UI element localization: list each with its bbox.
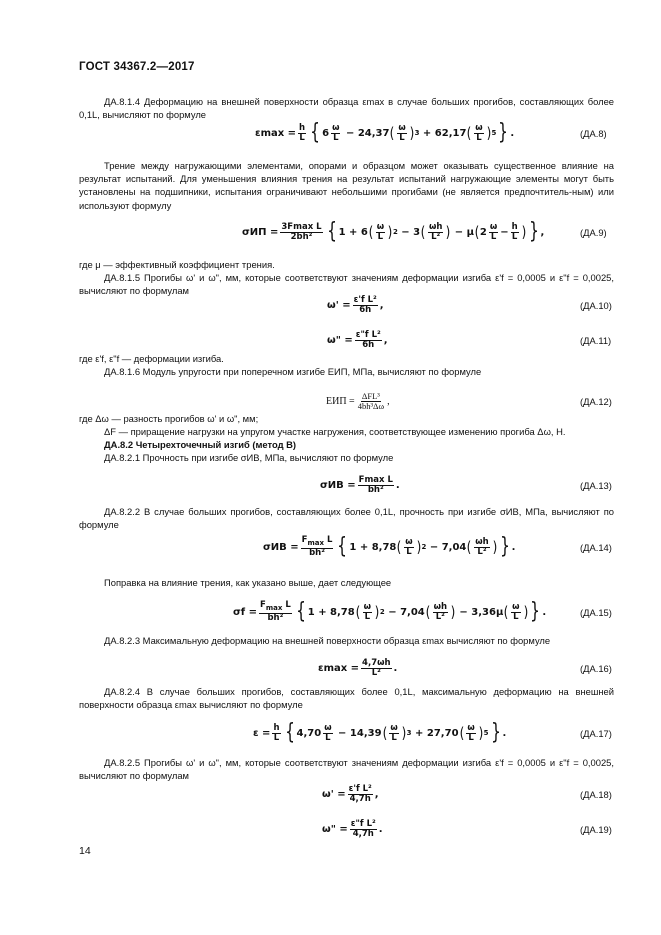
equation-number-da-14: (ДА.14) [580,542,612,553]
equation-da-18: ω' = $\frac{\text{ε'f L²}}{4,7h}$ , [322,783,379,804]
paragraph-delta-f: ΔF — приращение нагрузки на упругом участке нагружения, соответствующее изменению прогиба Δω, Н. [104,426,566,437]
section-heading-da-8-2: ДА.8.2 Четырехточечный изгиб (метод В) [104,439,297,450]
equation-number-da-8: (ДА.8) [580,128,607,139]
equation-number-da-17: (ДА.17) [580,728,612,739]
paragraph-mu: где μ — эффективный коэффициент трения. [79,259,275,270]
equation-da-13: σИВ = $\frac{\text{Fmax L}}{\text{bh²}}$ . [320,474,400,495]
paragraph-friction: Трение между нагружающими элементами, опорами и образцом может оказывать существенное влияние на результат испытаний. Для уменьшения влияния трения на результат испытаний нагружающие элементы могут быть установлены на подшипники, испытания ограничивают небольшими прогибами (не является предпочтитель-ным) или используют формулу [79,160,614,211]
equation-number-da-10: (ДА.10) [580,300,612,311]
equation-da-19: ω" = $\frac{\text{ε"f L²}}{4,7h}$ . [322,818,383,839]
paragraph-da-8-2-5: ДА.8.2.5 Прогибы ω' и ω", мм, которые соответствуют значениям деформации изгиба ε'f = 0,0005 и ε"f = 0,0025, вычисляют по формулам [79,757,614,782]
equation-number-da-16: (ДА.16) [580,663,612,674]
equation-number-da-15: (ДА.15) [580,607,612,618]
paragraph-da-8-1-5: ДА.8.1.5 Прогибы ω' и ω", мм, которые соответствуют значениям деформации изгиба ε'f = 0,0005 и ε"f = 0,0025, вычисляют по формулам [79,272,614,297]
equation-number-da-13: (ДА.13) [580,480,612,491]
equation-da-8: εmax = $\frac{h}{L}$ { 6 $\frac{\omega}{L}$ − 24,37 ( $\frac{\omega}{L}$ ) 3 + 62,17 ( $\frac{\omega}{L}$ ) 5 } . [255,120,515,145]
equation-da-17: ε = $\frac{h}{L}$ { 4,70 $\frac{\omega}{L}$ − 14,39 ( $\frac{\omega}{L}$ ) 3 + 27,70 ( $\frac{\omega}{L}$ ) 5 } . [253,720,507,745]
page-header: ГОСТ 34367.2—2017 [79,61,195,73]
page-number: 14 [79,845,91,857]
paragraph-strains: где ε'f, ε"f — деформации изгиба. [79,353,224,364]
equation-number-da-12: (ДА.12) [580,396,612,407]
equation-da-16: εmax = $\frac{4,7\omega h}{\text{L²}}$ . [318,657,398,678]
equation-number-da-11: (ДА.11) [580,335,612,346]
paragraph-da-8-2-4: ДА.8.2.4 В случае больших прогибов, составляющих более 0,1L, максимальную деформацию на внешней поверхности образца εmax вычисляют по формуле [79,686,614,711]
paragraph-delta-omega: где Δω — разность прогибов ω' и ω", мм; [79,413,259,424]
equation-number-da-19: (ДА.19) [580,824,612,835]
equation-number-da-18: (ДА.18) [580,789,612,800]
equation-number-da-9: (ДА.9) [580,227,607,238]
paragraph-da-8-2-2: ДА.8.2.2 В случае больших прогибов, составляющих более 0,1L, прочность при изгибе σИВ, МПа, вычисляют по формуле [79,506,614,531]
equation-da-9: σИП = $\frac{\text{3Fmax L}}{\text{2bh²}}$ { 1 + 6 ( $\frac{\omega}{L}$ ) 2 − 3 ( $\frac{\omega h}{\text{L²}}$ ) − μ ( 2 $\frac{\omega}{L}$ − $\frac{h}{L}$ ) } , [242,219,545,244]
paragraph-da-8-1-6: ДА.8.1.6 Модуль упругости при поперечном изгибе EИП, МПа, вычисляют по формуле [104,366,482,377]
paragraph-da-8-2-3: ДА.8.2.3 Максимальную деформацию на внешней поверхности образца εmax вычисляют по формуле [104,635,551,646]
equation-da-10: ω' = $\frac{\text{ε'f L²}}{6h}$ , [327,294,384,315]
equation-da-12: EИП = $\frac{\text{ΔFL³}}{\text{4bh³Δω}}$ , [326,390,390,411]
equation-da-14: σИВ = $\frac{F_{max} L}{\text{bh²}}$ { 1 + 8,78 ( $\frac{\omega}{L}$ ) 2 − 7,04 ( $\frac{\omega h}{\text{L²}}$ ) } . [263,534,516,559]
paragraph-friction-correction: Поправка на влияние трения, как указано выше, дает следующее [104,577,392,588]
paragraph-da-8-1-4: ДА.8.1.4 Деформацию на внешней поверхности образца εmax в случае больших прогибов, составляющих более 0,1L, вычисляют по формуле [79,96,614,121]
paragraph-da-8-2-1: ДА.8.2.1 Прочность при изгибе σИВ, МПа, вычисляют по формуле [104,452,394,463]
equation-da-15: σf = $\frac{F_{max} L}{\text{bh²}}$ { 1 + 8,78 ( $\frac{\omega}{L}$ ) 2 − 7,04 ( $\frac{\omega h}{\text{L²}}$ ) − 3,36μ ( $\frac{\omega}{L}$ ) } . [233,599,547,624]
equation-da-11: ω" = $\frac{\text{ε"f L²}}{6h}$ , [327,329,388,350]
